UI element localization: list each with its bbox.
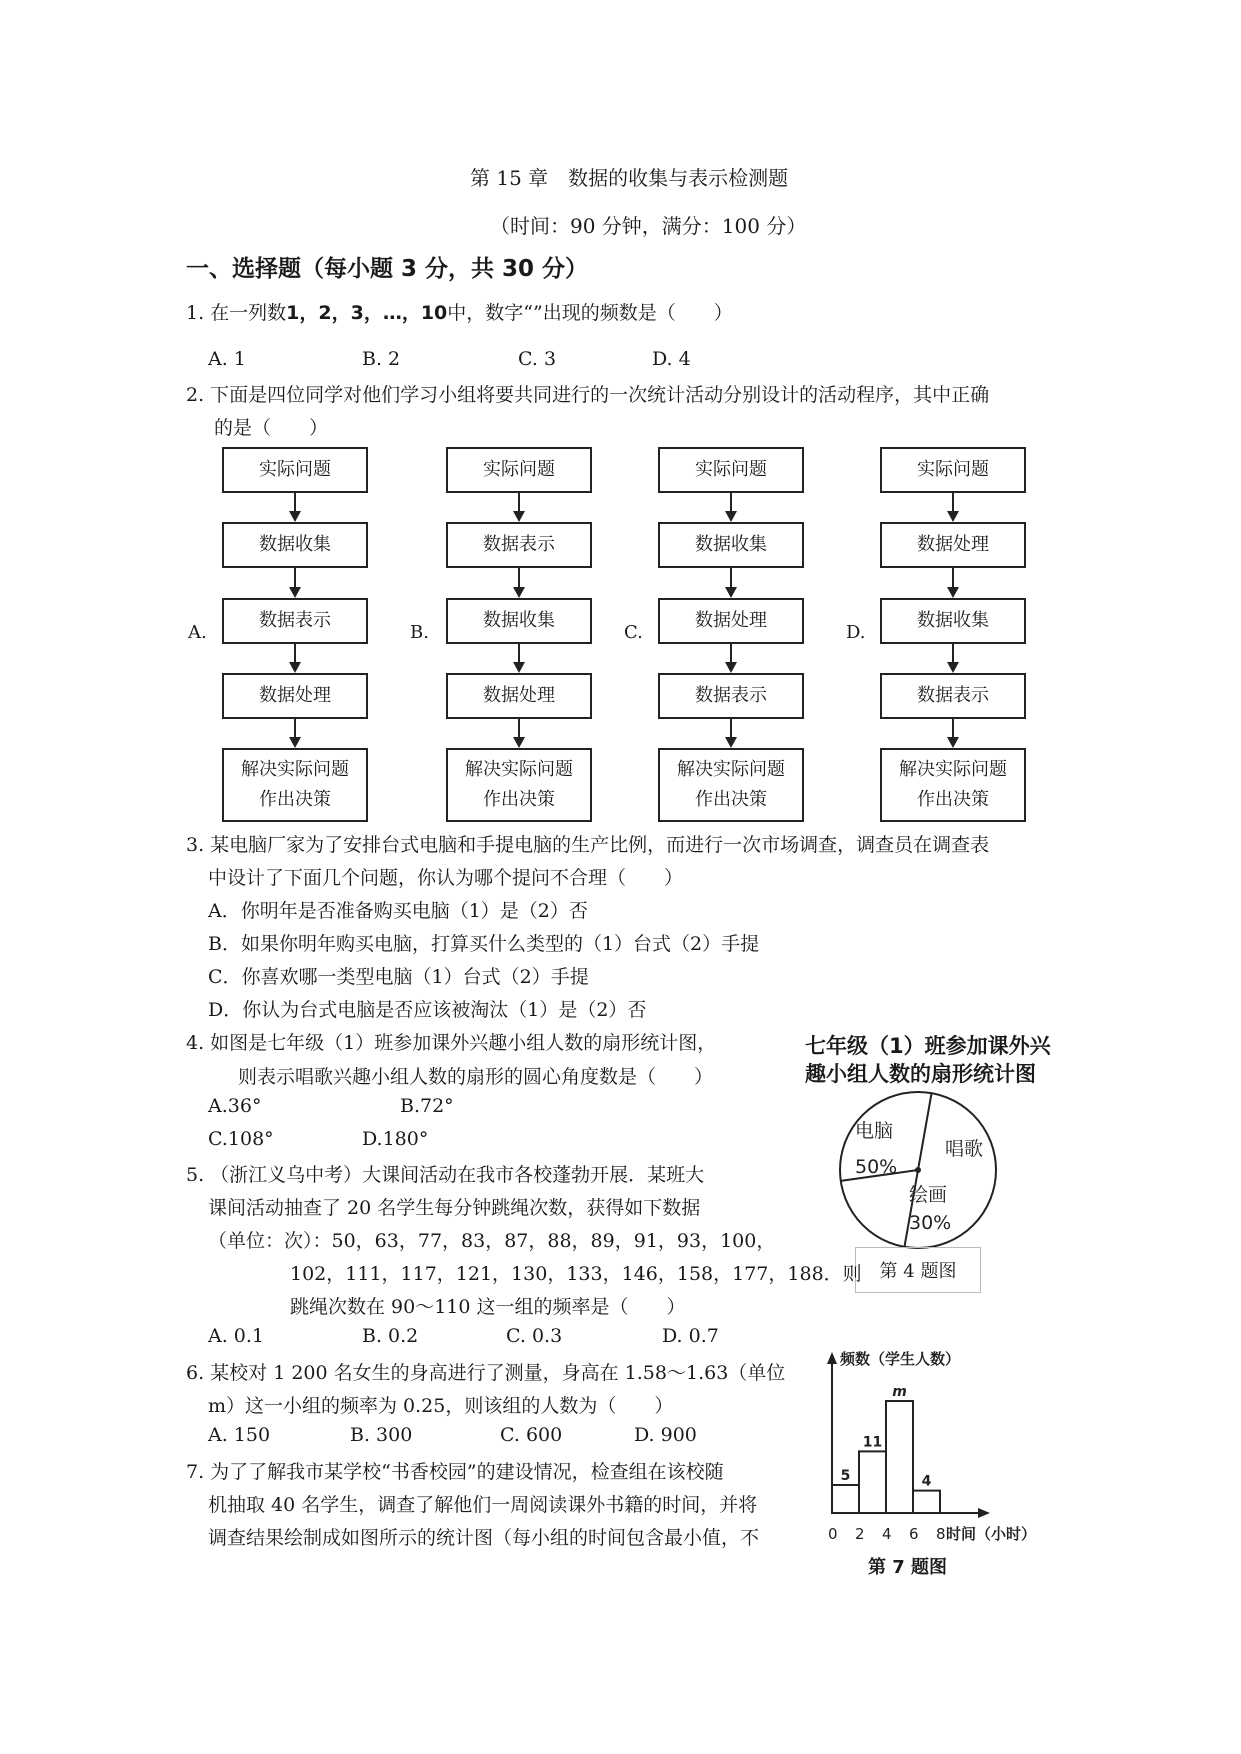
q4-option-a: A.36° <box>208 1095 262 1117</box>
q3-option-d: D．你认为台式电脑是否应该被淘汰（1）是（2）否 <box>208 999 647 1021</box>
flow-b-final-line1: 解决实际问题 <box>465 759 573 780</box>
flow-arrow-head <box>725 662 737 673</box>
q4-option-c: C.108° <box>208 1128 274 1150</box>
flow-arrow-line <box>294 719 296 738</box>
q5-stem-line1: 5. （浙江义乌中考）大课间活动在我市各校蓬勃开展．某班大 <box>186 1164 705 1186</box>
x-tick-label: 2 <box>855 1525 865 1543</box>
q5-stem-line3: （单位：次）：50，63，77，83，87，88，89，91，93，100， <box>208 1230 776 1252</box>
q7-stem-line1: 7. 为了了解我市某学校“书香校园”的建设情况，检查组在该校随 <box>186 1461 724 1483</box>
flow-arrow-head <box>289 662 301 673</box>
flow-b-step-5 <box>446 748 592 822</box>
flow-arrow-head <box>947 511 959 522</box>
flow-arrow-head <box>947 662 959 673</box>
q6-option-b: B. 300 <box>350 1424 413 1446</box>
flow-c-step-5 <box>658 748 804 822</box>
q7-stem-line2: 机抽取 40 名学生，调查了解他们一周阅读课外书籍的时间，并将 <box>208 1494 758 1516</box>
page-title: 第 15 章 数据的收集与表示检测题 <box>470 166 789 190</box>
flow-arrow-line <box>952 644 954 663</box>
flow-arrow-head <box>513 587 525 598</box>
q3-option-a: A．你明年是否准备购买电脑（1）是（2）否 <box>208 900 588 922</box>
q5-option-a: A. 0.1 <box>208 1325 265 1347</box>
flow-b-step-2: 数据表示 <box>446 522 592 568</box>
flow-c-final-line2: 作出决策 <box>695 789 767 810</box>
q3-stem-line2: 中设计了下面几个问题，你认为哪个提问不合理（ ） <box>208 867 684 889</box>
q1-stem-nums: 1，2，3，…，10 <box>286 302 448 324</box>
q1-stem-suffix: 中，数字“”出现的频数是（ ） <box>447 302 733 324</box>
x-tick-label: 6 <box>909 1525 919 1543</box>
histogram-bar <box>886 1401 913 1513</box>
q4-stem-line2: 则表示唱歌兴趣小组人数的扇形的圆心角度数是（ ） <box>238 1066 714 1088</box>
histogram-bar-label: 11 <box>862 1434 883 1451</box>
flow-b-step-3: 数据收集 <box>446 598 592 644</box>
flow-c-step-2: 数据收集 <box>658 522 804 568</box>
q6-option-a: A. 150 <box>208 1424 271 1446</box>
histogram-bar <box>832 1485 859 1513</box>
q2-stem-line2: 的是（ ） <box>214 417 329 439</box>
histogram-bar <box>913 1491 940 1513</box>
flow-d-step-5 <box>880 748 1026 822</box>
q6-option-d: D. 900 <box>634 1424 697 1446</box>
histogram-bar-label: 5 <box>840 1468 851 1484</box>
q6-option-c: C. 600 <box>500 1424 563 1446</box>
flow-arrow-line <box>730 719 732 738</box>
q5-option-b: B. 0.2 <box>362 1325 419 1347</box>
q2-option-label-c: C. <box>624 622 643 643</box>
q1-option-c: C. 3 <box>518 348 557 370</box>
flow-a-step-4: 数据处理 <box>222 673 368 719</box>
flow-a-step-5 <box>222 748 368 822</box>
y-axis-label: 频数（学生人数） <box>840 1350 961 1368</box>
pie-figure-title-line1: 七年级（1）班参加课外兴 <box>805 1034 1051 1058</box>
pie-chart <box>833 1085 1003 1255</box>
q4-option-d: D.180° <box>362 1128 429 1150</box>
flow-d-step-2: 数据处理 <box>880 522 1026 568</box>
flow-d-step-3: 数据收集 <box>880 598 1026 644</box>
flow-c-final-line1: 解决实际问题 <box>677 759 785 780</box>
q1-option-b: B. 2 <box>362 348 401 370</box>
flow-arrow-line <box>730 644 732 663</box>
flow-arrow-head <box>513 737 525 748</box>
q3-stem-line1: 3. 某电脑厂家为了安排台式电脑和手提电脑的生产比例，而进行一次市场调查，调查员在调查表 <box>186 834 990 856</box>
flow-d-step-4: 数据表示 <box>880 673 1026 719</box>
flow-a-final-line1: 解决实际问题 <box>241 759 349 780</box>
flow-b-step-1: 实际问题 <box>446 447 592 493</box>
pie-figure-title-line2: 趣小组人数的扇形统计图 <box>805 1062 1036 1086</box>
x-tick-label: 8 <box>936 1525 946 1543</box>
q1-stem-prefix: 1. 在一列数 <box>186 302 287 324</box>
x-axis-arrow <box>978 1508 990 1518</box>
flow-a-step-1: 实际问题 <box>222 447 368 493</box>
flow-arrow-line <box>518 568 520 588</box>
flow-d-step-1: 实际问题 <box>880 447 1026 493</box>
flow-arrow-line <box>952 493 954 512</box>
q1-stem <box>186 298 733 325</box>
pie-slice-label: 电脑 <box>855 1120 894 1142</box>
q7-stem-line3: 调查结果绘制成如图所示的统计图（每小组的时间包含最小值，不 <box>208 1527 760 1549</box>
q3-option-b: B．如果你明年购买电脑，打算买什么类型的（1）台式（2）手提 <box>208 933 760 955</box>
flow-arrow-head <box>513 511 525 522</box>
flow-arrow-line <box>730 568 732 588</box>
flow-b-step-4: 数据处理 <box>446 673 592 719</box>
pie-slice-label: 唱歌 <box>945 1138 984 1160</box>
flow-c-step-4: 数据表示 <box>658 673 804 719</box>
flow-arrow-head <box>725 737 737 748</box>
flow-arrow-head <box>947 587 959 598</box>
flow-arrow-line <box>952 719 954 738</box>
pie-slice-label: 绘画 <box>909 1184 948 1206</box>
q5-stem-line5: 跳绳次数在 90～110 这一组的频率是（ ） <box>290 1296 686 1318</box>
flow-arrow-head <box>513 662 525 673</box>
x-tick-label: 4 <box>882 1525 892 1543</box>
q5-stem-line2: 课间活动抽查了 20 名学生每分钟跳绳次数，获得如下数据 <box>208 1197 701 1219</box>
section-heading: 一、选择题（每小题 3 分，共 30 分） <box>186 256 589 282</box>
flow-d-final-line2: 作出决策 <box>917 789 989 810</box>
flow-d-final-line1: 解决实际问题 <box>899 759 1007 780</box>
q6-stem-line1: 6. 某校对 1 200 名女生的身高进行了测量，身高在 1.58～1.63（单位 <box>186 1362 786 1384</box>
histogram-bar <box>859 1451 886 1513</box>
figure-4-caption: 第 4 题图 <box>855 1247 981 1293</box>
q1-option-d: D. 4 <box>652 348 691 370</box>
flow-arrow-head <box>725 511 737 522</box>
histogram-bar-label: 4 <box>921 1473 932 1490</box>
page-subtitle: （时间：90 分钟，满分：100 分） <box>490 214 807 238</box>
q5-option-c: C. 0.3 <box>506 1325 563 1347</box>
q2-option-label-b: B. <box>410 622 429 643</box>
q4-option-b: B.72° <box>400 1095 454 1117</box>
q5-option-d: D. 0.7 <box>662 1325 719 1347</box>
q3-option-c: C．你喜欢哪一类型电脑（1）台式（2）手提 <box>208 966 589 988</box>
flow-arrow-line <box>730 493 732 512</box>
y-axis-arrow <box>827 1352 837 1364</box>
q5-stem-line4: 102，111，117，121，130，133，146，158，177，188．则 <box>290 1263 862 1285</box>
flow-c-step-1: 实际问题 <box>658 447 804 493</box>
q1-option-a: A. 1 <box>208 348 246 370</box>
x-tick-label: 0 <box>828 1525 838 1543</box>
flow-arrow-head <box>289 587 301 598</box>
pie-slice-value: 50% <box>855 1156 898 1178</box>
flow-arrow-line <box>294 568 296 588</box>
q2-option-label-a: A. <box>188 622 207 643</box>
figure-7-caption: 第 7 题图 <box>868 1557 948 1578</box>
flow-c-step-3: 数据处理 <box>658 598 804 644</box>
flow-arrow-line <box>294 493 296 512</box>
pie-center-dot <box>915 1167 921 1173</box>
flow-a-step-3: 数据表示 <box>222 598 368 644</box>
flow-arrow-line <box>518 719 520 738</box>
flow-arrow-head <box>289 511 301 522</box>
flow-b-final-line2: 作出决策 <box>483 789 555 810</box>
x-axis-label: 时间（小时） <box>946 1525 1037 1543</box>
flow-arrow-line <box>518 493 520 512</box>
flow-arrow-head <box>947 737 959 748</box>
flow-arrow-line <box>952 568 954 588</box>
histogram-chart <box>818 1348 1058 1548</box>
flow-arrow-line <box>294 644 296 663</box>
pie-slice-value: 30% <box>909 1212 952 1234</box>
flow-arrow-head <box>725 587 737 598</box>
q6-stem-line2: m）这一小组的频率为 0.25，则该组的人数为（ ） <box>208 1395 674 1417</box>
flow-arrow-line <box>518 644 520 663</box>
flow-a-final-line2: 作出决策 <box>259 789 331 810</box>
flow-a-step-2: 数据收集 <box>222 522 368 568</box>
q2-stem-line1: 2. 下面是四位同学对他们学习小组将要共同进行的一次统计活动分别设计的活动程序，其中正确 <box>186 384 990 406</box>
q4-stem-line1: 4. 如图是七年级（1）班参加课外兴趣小组人数的扇形统计图， <box>186 1032 717 1054</box>
histogram-bar-label: m <box>892 1384 907 1400</box>
flow-arrow-head <box>289 737 301 748</box>
q2-option-label-d: D. <box>846 622 866 643</box>
